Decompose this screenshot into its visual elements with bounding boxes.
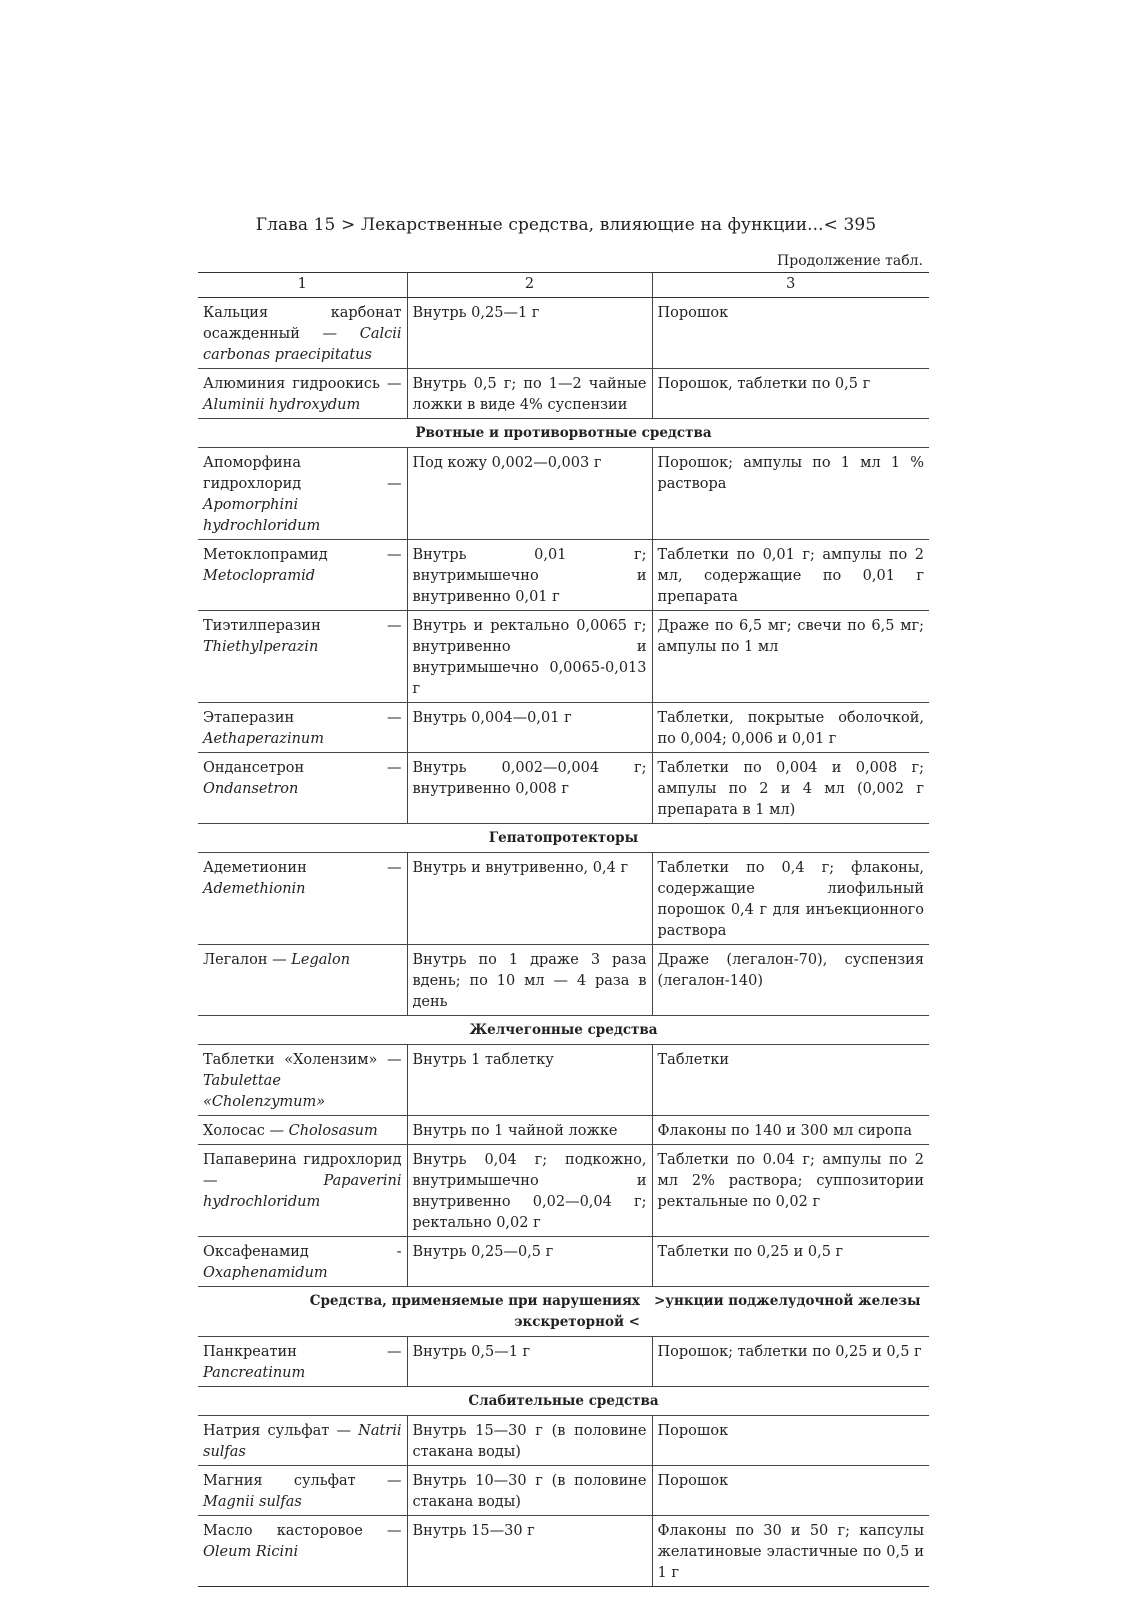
drug-name-russian: Легалон — <box>203 952 292 968</box>
section-heading: Гепатопротекторы <box>198 824 929 853</box>
drug-name-russian: Этаперазин — <box>203 710 402 726</box>
drug-name-cell <box>198 448 407 540</box>
drug-name-russian: Натрия сульфат — <box>203 1423 359 1439</box>
drug-row <box>198 853 929 945</box>
drug-name-cell <box>198 1237 407 1287</box>
drug-row <box>198 1337 929 1387</box>
dose-cell: Внутрь 0,5 г; по 1—2 чайные ложки в виде 4% суспензии <box>407 369 652 419</box>
section-heading: Слабительные средства <box>198 1387 929 1416</box>
drug-name-russian: Ондансетрон — <box>203 760 402 776</box>
drug-name-cell <box>198 703 407 753</box>
drug-row <box>198 611 929 703</box>
release-form-cell: Таблетки по 0,01 г; ампулы по 2 мл, содержащие по 0,01 г препарата <box>652 540 929 611</box>
release-form-cell: Порошок, таблетки по 0,5 г <box>652 369 929 419</box>
dose-cell: Под кожу 0,002—0,003 г <box>407 448 652 540</box>
drug-name-latin: Aethaperazinum <box>203 731 325 747</box>
section-heading-row <box>198 419 929 448</box>
release-form-cell: Порошок <box>652 298 929 369</box>
drug-name-latin: Magnii sulfas <box>203 1494 302 1510</box>
drug-table <box>198 272 929 1587</box>
drug-name-russian: Адеметионин — <box>203 860 402 876</box>
drug-name-cell <box>198 753 407 824</box>
drug-name-cell <box>198 1466 407 1516</box>
drug-name-latin: Oxaphenamidum <box>203 1265 328 1281</box>
release-form-cell: Таблетки по 0,4 г; флаконы, содержащие лиофильный порошок 0,4 г для инъекционного раствора <box>652 853 929 945</box>
drug-name-latin: Legalon <box>291 952 351 968</box>
dose-cell: Внутрь 0,25—0,5 г <box>407 1237 652 1287</box>
drug-name-cell <box>198 1116 407 1145</box>
drug-row <box>198 1045 929 1116</box>
release-form-cell: Флаконы по 30 и 50 г; капсулы желатиновые эластичные по 0,5 и 1 г <box>652 1516 929 1587</box>
release-form-cell: Таблетки по 0.04 г; ампулы по 2 мл 2% раствора; суппозитории ректальные по 0,02 г <box>652 1145 929 1237</box>
release-form-cell: Драже по 6,5 мг; свечи по 6,5 мг; ампулы по 1 мл <box>652 611 929 703</box>
release-form-cell: Драже (легалон-70), суспензия (легалон-140) <box>652 945 929 1016</box>
drug-row <box>198 1145 929 1237</box>
table-continuation-label: Продолжение табл. <box>777 253 923 269</box>
dose-cell: Внутрь и внутривенно, 0,4 г <box>407 853 652 945</box>
release-form-cell: Порошок <box>652 1416 929 1466</box>
drug-row <box>198 1416 929 1466</box>
release-form-cell: Порошок; ампулы по 1 мл 1 % раствора <box>652 448 929 540</box>
drug-name-latin: Ondansetron <box>203 781 299 797</box>
drug-name-latin: Calcii carbonas praecipitatus <box>203 326 402 363</box>
drug-name-cell <box>198 1145 407 1237</box>
column-header-3: 3 <box>652 273 929 298</box>
drug-name-russian: Кальция карбонат осажденный — <box>203 305 402 342</box>
drug-name-cell <box>198 945 407 1016</box>
dose-cell: Внутрь 0,5—1 г <box>407 1337 652 1387</box>
dose-cell: Внутрь 1 таблетку <box>407 1045 652 1116</box>
drug-name-russian: Папаверина гидрохлорид — <box>203 1152 402 1189</box>
drug-row <box>198 1516 929 1587</box>
release-form-cell: Таблетки <box>652 1045 929 1116</box>
dose-cell: Внутрь 10—30 г (в половине стакана воды) <box>407 1466 652 1516</box>
drug-row <box>198 1466 929 1516</box>
drug-row <box>198 1116 929 1145</box>
drug-row <box>198 298 929 369</box>
drug-name-russian: Масло касторовое — <box>203 1523 402 1539</box>
section-heading: Желчегонные средства <box>198 1016 929 1045</box>
column-number-row <box>198 273 929 298</box>
release-form-cell: Таблетки, покрытые оболочкой, по 0,004; 0,006 и 0,01 г <box>652 703 929 753</box>
drug-name-russian: Тиэтилперазин — <box>203 618 402 634</box>
drug-name-cell <box>198 1516 407 1587</box>
drug-name-latin: Apomorphini hydrochloridum <box>203 497 321 534</box>
release-form-cell: Порошок; таблетки по 0,25 и 0,5 г <box>652 1337 929 1387</box>
drug-row <box>198 369 929 419</box>
drug-name-cell <box>198 853 407 945</box>
section-heading-row <box>198 1287 929 1337</box>
drug-name-russian: Холосас — <box>203 1123 289 1139</box>
drug-name-cell <box>198 298 407 369</box>
drug-row <box>198 945 929 1016</box>
drug-name-russian: Алюминия гидроокись — <box>203 376 402 392</box>
drug-name-russian: Магния сульфат — <box>203 1473 402 1489</box>
drug-name-latin: Tabulettae «Cholenzymum» <box>203 1073 326 1110</box>
dose-cell: Внутрь 0,25—1 г <box>407 298 652 369</box>
drug-name-latin: Aluminii hydroxydum <box>203 397 361 413</box>
dose-cell: Внутрь по 1 чайной ложке <box>407 1116 652 1145</box>
drug-name-russian: Апоморфина гидрохлорид — <box>203 455 402 492</box>
section-heading-left: Средства, применяемые при нарушениях экскреторной < <box>198 1287 652 1337</box>
drug-name-latin: Metoclopramid <box>203 568 315 584</box>
dose-cell: Внутрь 0,004—0,01 г <box>407 703 652 753</box>
drug-name-cell <box>198 1045 407 1116</box>
drug-name-cell <box>198 611 407 703</box>
drug-name-russian: Оксафенамид - <box>203 1244 402 1260</box>
drug-row <box>198 753 929 824</box>
drug-name-cell <box>198 1416 407 1466</box>
drug-row <box>198 1237 929 1287</box>
dose-cell: Внутрь по 1 драже 3 раза вдень; по 10 мл — 4 раза в день <box>407 945 652 1016</box>
drug-row <box>198 703 929 753</box>
running-head: Глава 15 > Лекарственные средства, влияющие на функции...< 395 <box>255 215 877 235</box>
drug-name-cell <box>198 540 407 611</box>
dose-cell: Внутрь 15—30 г (в половине стакана воды) <box>407 1416 652 1466</box>
section-heading-row <box>198 1387 929 1416</box>
dose-cell: Внутрь 0,002—0,004 г; внутривенно 0,008 г <box>407 753 652 824</box>
dose-cell: Внутрь 0,01 г; внутримышечно и внутривенно 0,01 г <box>407 540 652 611</box>
drug-name-latin: Pancreatinum <box>203 1365 306 1381</box>
dose-cell: Внутрь 15—30 г <box>407 1516 652 1587</box>
drug-name-russian: Метоклопрамид — <box>203 547 402 563</box>
drug-name-latin: Cholosasum <box>288 1123 378 1139</box>
drug-name-latin: Natrii sulfas <box>203 1423 402 1460</box>
drug-name-russian: Панкреатин — <box>203 1344 402 1360</box>
drug-name-cell <box>198 1337 407 1387</box>
column-header-2: 2 <box>407 273 652 298</box>
section-heading-row <box>198 1016 929 1045</box>
drug-name-latin: Thiethylperazin <box>203 639 319 655</box>
section-heading-row <box>198 824 929 853</box>
release-form-cell: Таблетки по 0,25 и 0,5 г <box>652 1237 929 1287</box>
release-form-cell: Порошок <box>652 1466 929 1516</box>
section-heading: Рвотные и противорвотные средства <box>198 419 929 448</box>
drug-name-russian: Таблетки «Холензим» — <box>203 1052 402 1068</box>
release-form-cell: Таблетки по 0,004 и 0,008 г; ампулы по 2 и 4 мл (0,002 г препарата в 1 мл) <box>652 753 929 824</box>
release-form-cell: Флаконы по 140 и 300 мл сиропа <box>652 1116 929 1145</box>
section-heading-right: >ункции поджелудочной железы <box>652 1287 929 1337</box>
column-header-1: 1 <box>198 273 407 298</box>
drug-row <box>198 448 929 540</box>
drug-table-body <box>198 273 929 1587</box>
drug-name-latin: Oleum Ricini <box>203 1544 299 1560</box>
dose-cell: Внутрь 0,04 г; подкожно, внутримышечно и внутривенно 0,02—0,04 г; ректально 0,02 г <box>407 1145 652 1237</box>
drug-name-latin: Ademethionin <box>203 881 306 897</box>
drug-name-latin: Papaverini hydrochloridum <box>203 1173 402 1210</box>
dose-cell: Внутрь и ректально 0,0065 г; внутривенно и внутримышечно 0,0065-0,013 г <box>407 611 652 703</box>
drug-row <box>198 540 929 611</box>
drug-name-cell <box>198 369 407 419</box>
